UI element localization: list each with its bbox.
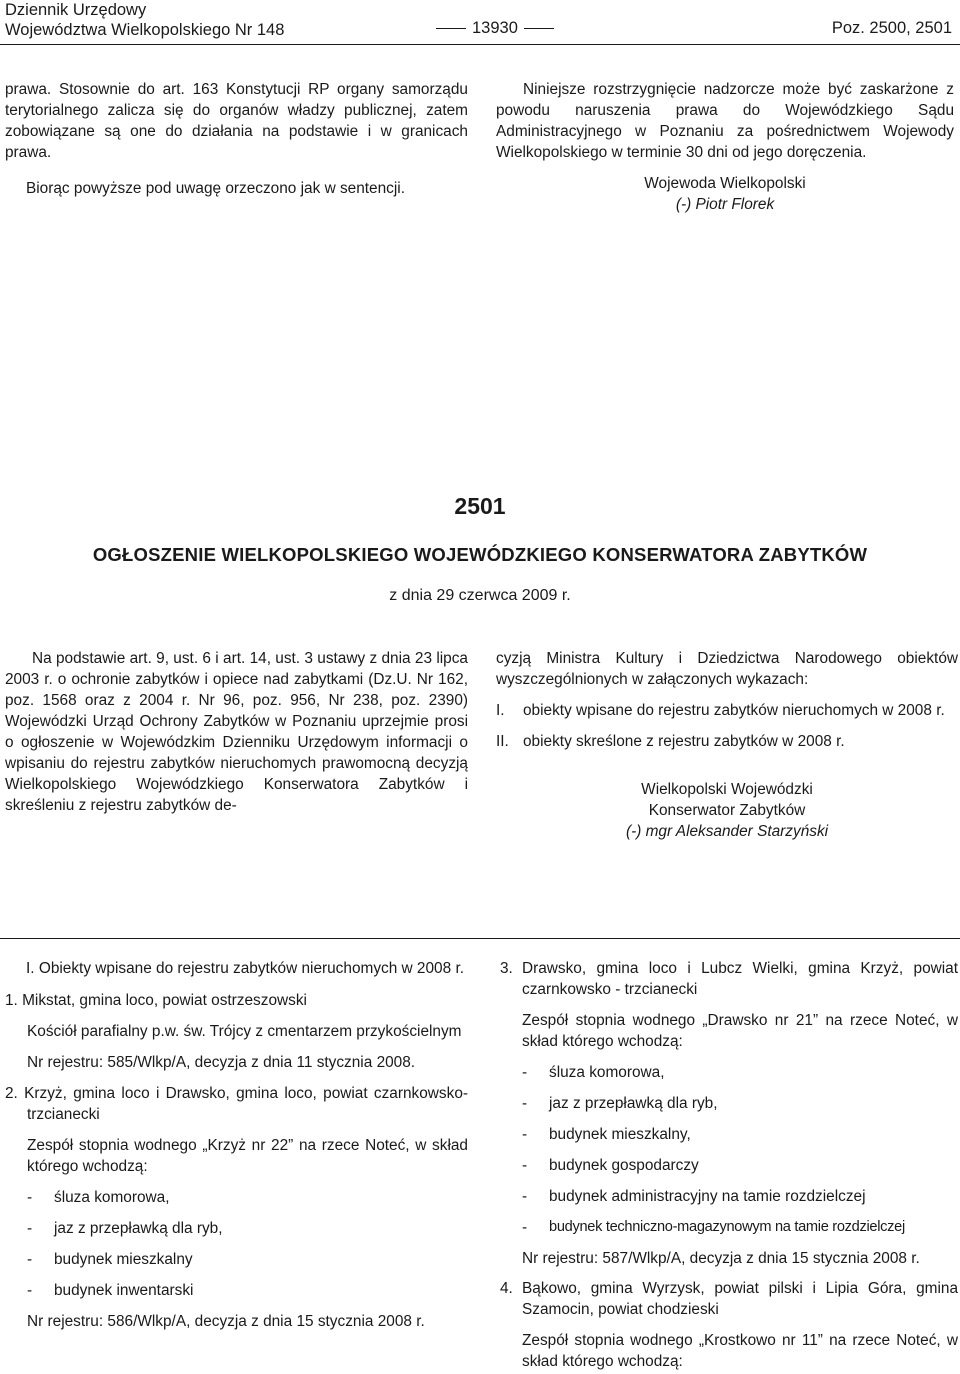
prev-left-paragraph-2: Biorąc powyższe pod uwagę orzeczono jak w sentencji. xyxy=(26,180,405,197)
notice-body-left: Na podstawie art. 9, ust. 6 i art. 14, ust. 3 ustawy z dnia 23 lipca 2003 r. o ochronie zabytków i opiece nad zabytkami (Dz.U. Nr 162, poz. 1568 oraz z 2004 r. Nr 96, poz. 956, Nr 238, poz. 2390) Wojewódzki Urząd Ochrony Zabytków w Poznaniu uprzejmie prosi o ogłoszenie w Wojewódzkim Dzienniku Urzędowym informacji o wpisaniu do rejestru zabytków nieruchomych prawomocną decyzją Wielkopolskiego Wojewódzkiego Konserwatora Zabytków i skreśleniu z rejestru zabytków de- xyxy=(5,650,468,814)
notice-signer-name: (-) mgr Aleksander Starzyński xyxy=(625,823,829,840)
item1-registry: Nr rejestru: 585/Wlkp/A, decyzja z dnia 11 stycznia 2008. xyxy=(27,1054,416,1071)
part-text: śluza komorowa, xyxy=(549,1064,665,1081)
dash-marker: - xyxy=(522,1219,528,1236)
list-item xyxy=(522,1062,958,1083)
header-rule xyxy=(0,44,960,45)
item2-object: Zespół stopnia wodnego „Krzyż nr 22” na rzece Noteć, w skład którego wchodzą: xyxy=(27,1137,468,1175)
dash-marker: - xyxy=(27,1189,33,1206)
signer-title: Wojewoda Wielkopolski xyxy=(644,175,806,192)
dash-marker: - xyxy=(522,1126,528,1143)
item2-parts xyxy=(5,1187,468,1301)
annex-section-heading xyxy=(5,958,468,979)
annex-left-column xyxy=(5,958,468,1332)
list-marker: I. xyxy=(496,702,505,719)
list-marker: II. xyxy=(496,733,509,750)
list-item xyxy=(522,1155,958,1176)
dash-marker: - xyxy=(27,1220,33,1237)
item4-object: Zespół stopnia wodnego „Krostkowo nr 11” na rzece Noteć, w skład którego wchodzą: xyxy=(522,1332,958,1370)
item3-registry: Nr rejestru: 587/Wlkp/A, decyzja z dnia 15 stycznia 2008 r. xyxy=(522,1250,920,1267)
dash-marker: - xyxy=(27,1282,33,1299)
part-text: budynek gospodarczy xyxy=(549,1157,699,1174)
list-item xyxy=(496,700,958,721)
item3-head xyxy=(500,958,958,1000)
journal-title-line2: Województwa Wielkopolskiego Nr 148 xyxy=(5,21,285,39)
prev-left-paragraph: prawa. Stosownie do art. 163 Konstytucji RP organy samorządu terytorialnego zalicza się do organów władzy publicznej, zatem zobowiązane są one do działania na podstawie i w granicach prawa. xyxy=(5,81,468,161)
list-item xyxy=(522,1093,958,1114)
item2-head: 2. Krzyż, gmina loco i Drawsko, gmina loco, powiat czarnkowsko-trzcianecki xyxy=(5,1085,468,1123)
signer-name: (-) Piotr Florek xyxy=(675,196,775,213)
notice-number: 2501 xyxy=(454,493,506,519)
list-item xyxy=(27,1249,468,1270)
part-text: jaz z przepławką dla ryb, xyxy=(54,1220,223,1237)
page-number xyxy=(430,18,560,38)
annex-section-title: Obiekty wpisane do rejestru zabytków nieruchomych w 2008 r. xyxy=(38,960,465,977)
prev-right-column xyxy=(496,79,954,215)
list-text: obiekty skreślone z rejestru zabytków w 2008 r. xyxy=(523,733,845,750)
notice-signer-line2: Konserwator Zabytków xyxy=(648,802,806,819)
dash-marker: - xyxy=(522,1157,528,1174)
notice-left-column xyxy=(5,648,468,816)
notice-right-column xyxy=(496,648,958,842)
item4-marker: 4. xyxy=(500,1280,513,1297)
item3-marker: 3. xyxy=(500,960,513,977)
prev-right-paragraph: Niniejsze rozstrzygnięcie nadzorcze może być zaskarżone z powodu naruszenia prawa do Wojewódzkiego Sądu Administracyjnego w Poznaniu za pośrednictwem Wojewody Wielkopolskiego w terminie 30 dni od jego doręczenia. xyxy=(496,81,954,161)
list-item xyxy=(496,731,958,752)
list-text: obiekty wpisane do rejestru zabytków nieruchomych w 2008 r. xyxy=(523,702,945,719)
item4-head-text: Bąkowo, gmina Wyrzysk, powiat pilski i Lipia Góra, gmina Szamocin, powiat chodzieski xyxy=(522,1280,958,1318)
section-rule xyxy=(0,938,960,939)
part-text: budynek mieszkalny xyxy=(54,1251,193,1268)
prev-left-column xyxy=(5,79,468,199)
list-item xyxy=(27,1280,468,1301)
notice-body-right: cyzją Ministra Kultury i Dziedzictwa Narodowego obiektów wyszczególnionych w załączonych wykazach: xyxy=(496,650,958,688)
item1-object: Kościół parafialny p.w. św. Trójcy z cmentarzem przykościelnym xyxy=(27,1023,462,1040)
list-item xyxy=(522,1217,958,1238)
part-text: budynek mieszkalny, xyxy=(549,1126,691,1143)
dash-marker: - xyxy=(522,1064,528,1081)
list-item xyxy=(522,1186,958,1207)
position-ref: Poz. 2500, 2501 xyxy=(831,19,952,37)
dash-decoration xyxy=(436,28,466,29)
part-text: budynek techniczno-magazynowym na tamie rozdzielczej xyxy=(549,1219,905,1235)
item3-object: Zespół stopnia wodnego „Drawsko nr 21” na rzece Noteć, w skład którego wchodzą: xyxy=(522,1012,958,1050)
item4-head xyxy=(500,1278,958,1320)
part-text: budynek administracyjny na tamie rozdzielczej xyxy=(549,1188,866,1205)
list-item xyxy=(522,1124,958,1145)
dash-marker: - xyxy=(522,1188,528,1205)
notice-date: z dnia 29 czerwca 2009 r. xyxy=(389,587,571,604)
journal-title xyxy=(5,0,284,40)
part-text: budynek inwentarski xyxy=(54,1282,194,1299)
journal-title-line1: Dziennik Urzędowy xyxy=(5,1,147,19)
list-item xyxy=(27,1218,468,1239)
page-number-text: 13930 xyxy=(472,19,518,37)
annex-right-column xyxy=(500,958,958,1372)
item3-head-text: Drawsko, gmina loco i Lubcz Wielki, gmina Krzyż, powiat czarnkowsko - trzcianecki xyxy=(522,960,958,998)
item2-registry: Nr rejestru: 586/Wlkp/A, decyzja z dnia 15 stycznia 2008 r. xyxy=(27,1313,425,1330)
list-item xyxy=(27,1187,468,1208)
annex-section-marker: I. xyxy=(26,960,35,977)
item1-head: 1. Mikstat, gmina loco, powiat ostrzeszowski xyxy=(5,992,307,1009)
dash-marker: - xyxy=(27,1251,33,1268)
dash-decoration xyxy=(524,28,554,29)
item3-parts xyxy=(500,1062,958,1238)
part-text: jaz z przepławką dla ryb, xyxy=(549,1095,718,1112)
dash-marker: - xyxy=(522,1095,528,1112)
part-text: śluza komorowa, xyxy=(54,1189,170,1206)
notice-title: OGŁOSZENIE WIELKOPOLSKIEGO WOJEWÓDZKIEGO KONSERWATORA ZABYTKÓW xyxy=(92,544,868,565)
notice-signer-line1: Wielkopolski Wojewódzki xyxy=(641,781,813,798)
